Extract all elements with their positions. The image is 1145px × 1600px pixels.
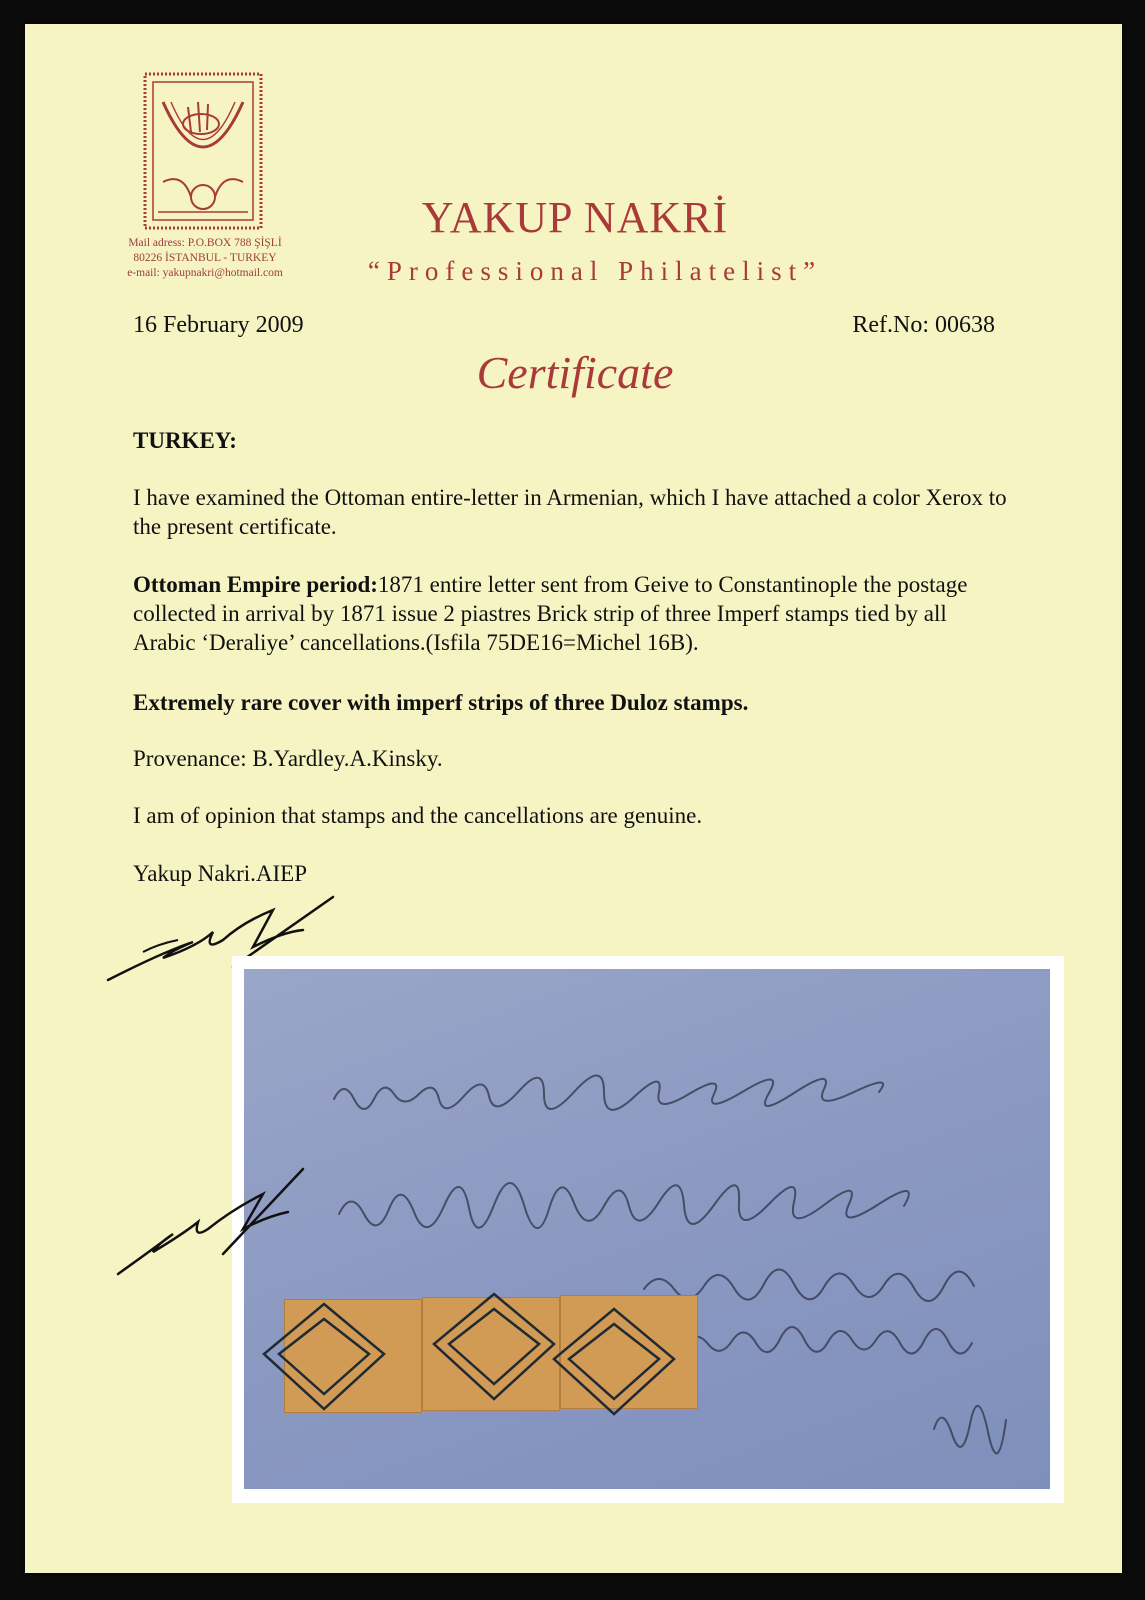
cover-photo: [244, 969, 1050, 1489]
signed-name: Yakup Nakri.AIEP: [133, 861, 307, 886]
period-description: 1871 entire letter sent from Geive to Constantinople the postage collected in arrival by 1871 issue 2 piastres Brick strip of three Imperf stamps tied by all Arabic ‘Deraliye’ cancellations.(Isfila 75DE16=Michel 16B).: [133, 572, 968, 655]
provenance: Provenance: B.Yardley.A.Kinsky.: [133, 746, 443, 771]
period-label: Ottoman Empire period:: [133, 572, 378, 597]
certificate-title: Certificate: [476, 347, 674, 398]
signature-on-photo: [113, 1164, 313, 1279]
deraliye-cancellations: [244, 969, 1050, 1489]
reference-number: Ref.No: 00638: [852, 312, 995, 338]
mail-address: [105, 236, 305, 281]
issuer-subtitle: “Professional Philatelist”: [367, 256, 823, 286]
rarity-statement: Extremely rare cover with imperf strips of three Duloz stamps.: [133, 690, 749, 715]
certificate-sheet: [25, 24, 1122, 1573]
paragraph-period: [133, 570, 1013, 657]
mail-line-3: e-mail: yakupnakri@hotmail.com: [127, 267, 283, 279]
mail-line-2: 80226 İSTANBUL - TURKEY: [133, 252, 277, 264]
issuer-name: YAKUP NAKRİ: [421, 193, 729, 242]
tughra-stamp-logo: [143, 72, 263, 230]
certificate-date: 16 February 2009: [133, 312, 304, 338]
country-heading: TURKEY:: [133, 428, 237, 453]
mail-line-1: Mail adress: P.O.BOX 788 ŞİŞLİ: [128, 237, 282, 249]
paragraph-examined: I have examined the Ottoman entire-letter in Armenian, which I have attached a color Xerox to the present certificate.: [133, 485, 1007, 539]
opinion-statement: I am of opinion that stamps and the cancellations are genuine.: [133, 803, 703, 828]
